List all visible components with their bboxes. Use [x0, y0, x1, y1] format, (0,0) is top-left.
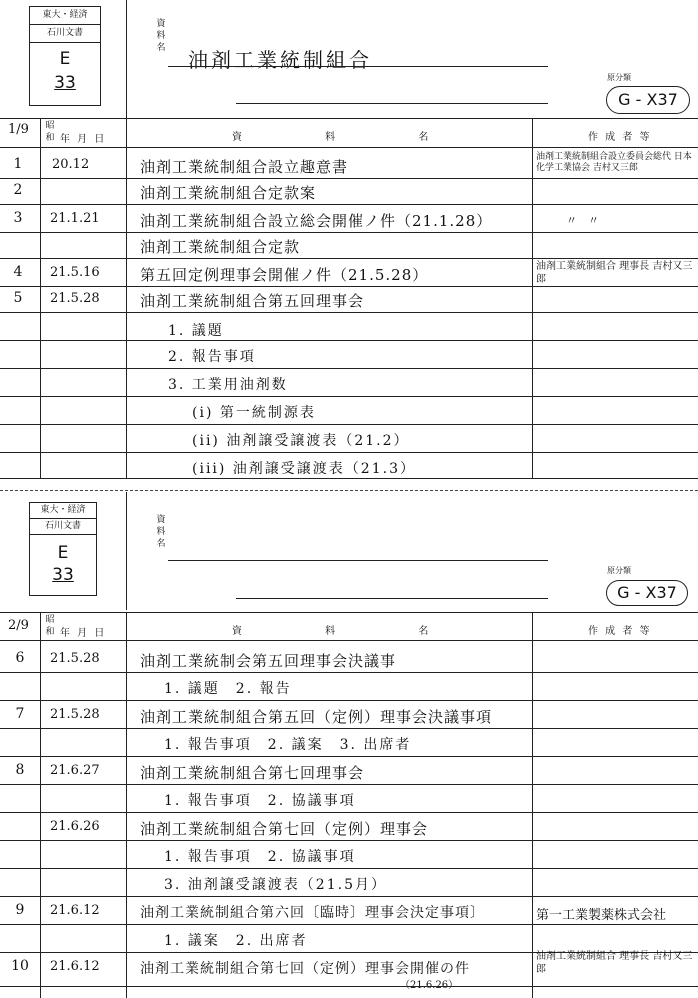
sub-item: 1. 報告事項 2. 協議事項 [164, 849, 356, 865]
stamp-line-2: 石川文書 [30, 519, 96, 535]
stamp-line-2: 石川文書 [30, 25, 100, 43]
sub-item: 1. 議題 [168, 323, 224, 339]
sub-item: 1. 報告事項 2. 協議事項 [164, 793, 356, 809]
sub-item: (i) 第一統制源表 [192, 405, 316, 421]
ref-code: G - X37 [606, 580, 688, 606]
sub-item: (ii) 油剤譲受譲渡表（21.2） [192, 433, 410, 449]
sub-item: 2. 報告事項 [168, 349, 256, 365]
sub-item: (iii) 油剤譲受譲渡表（21.3） [192, 461, 416, 477]
archive-stamp [29, 6, 101, 106]
sub-item: 3. 工業用油剤数 [168, 377, 288, 393]
page-number: 2/9 [8, 618, 29, 633]
ref-label: 原分類 [607, 73, 631, 82]
date-header: 年 月 日 [60, 134, 107, 145]
archive-stamp [29, 502, 97, 596]
stamp-line-1: 東大・経済 [30, 503, 96, 519]
sub-item: 1. 議題 2. 報告 [164, 681, 292, 697]
author-header: 作 成 者 等 [588, 132, 652, 143]
ref-code: G - X37 [606, 86, 690, 114]
stamp-line-1: 東大・経済 [30, 7, 100, 25]
author-header: 作 成 者 等 [588, 626, 652, 637]
era-label: 昭和 [45, 121, 55, 143]
date-header: 年 月 日 [60, 628, 107, 639]
sub-item: 1. 報告事項 2. 議案 3. 出席者 [164, 737, 412, 753]
stamp-letter: E [59, 49, 71, 69]
stamp-number: 33 [54, 73, 76, 93]
material-header: 資 料 名 [232, 626, 469, 637]
era-label: 昭和 [45, 615, 55, 637]
sub-item: 3. 油剤譲受譲渡表（21.5月） [164, 877, 387, 893]
material-header: 資 料 名 [232, 132, 469, 143]
stamp-letter: E [57, 543, 69, 563]
page-number: 1/9 [8, 122, 29, 137]
stamp-number: 33 [52, 565, 74, 585]
sub-item: 1. 議案 2. 出席者 [164, 933, 308, 949]
name-label: 資料名 [156, 515, 166, 549]
ref-label: 原分類 [607, 566, 631, 575]
name-label: 資料名 [156, 19, 166, 53]
card-title: 油剤工業統制組合 [188, 48, 372, 72]
